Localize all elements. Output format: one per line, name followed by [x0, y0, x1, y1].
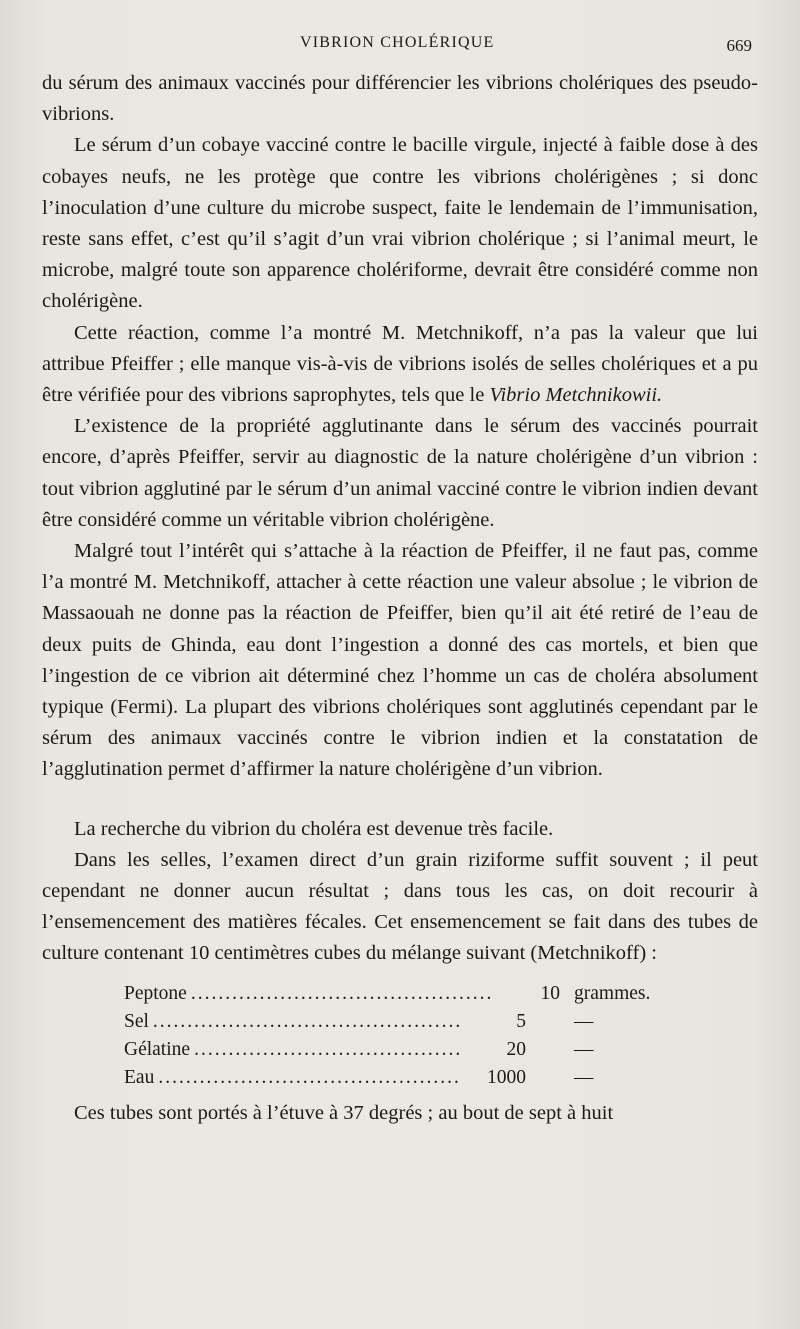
recipe-unit: —	[574, 1038, 594, 1060]
leader-dots	[153, 1008, 460, 1036]
paragraph-7: Dans les selles, l’examen direct d’un grain riziforme suffit souvent ; il peut cependant ne donner aucun résultat ; dans tous les cas, on doit recourir à l’ensemencement des matières fécales. Cet ensemencement se fait dans des tubes de culture contenant 10 centimètres cubes du mélange suivant (Metchnikoff) :	[42, 848, 758, 965]
running-title: VIBRION CHOLÉRIQUE	[300, 34, 495, 51]
recipe-unit: grammes.	[574, 982, 651, 1004]
paragraph-4: L’existence de la propriété agglutinante dans le sérum des vaccinés pourrait encore, d’après Pfeiffer, servir au diagnostic de la nature cholérigène d’un vibrion : tout vibrion agglutiné par le sérum d’un animal vacciné contre le vibrion indien devant être considéré comme un véritable vibrion cholérigène.	[42, 415, 758, 531]
body-text	[42, 68, 758, 1129]
paragraph-3	[42, 318, 758, 412]
recipe-table	[124, 980, 684, 1092]
recipe-row	[124, 980, 684, 1008]
paragraph-6: La recherche du vibrion du choléra est devenue très facile.	[74, 817, 554, 840]
recipe-quantity: 10	[540, 982, 560, 1004]
paragraph-1: du sérum des animaux vaccinés pour différencier les vibrions cholériques des pseudo-vibrions.	[42, 72, 758, 126]
page-number: 669	[726, 36, 752, 55]
recipe-quantity: 1000	[487, 1066, 526, 1088]
leader-dots	[191, 980, 494, 1008]
leader-dots	[158, 1064, 460, 1092]
recipe-quantity: 5	[516, 1010, 526, 1032]
recipe-row	[124, 1064, 684, 1092]
paragraph-3-text: Cette réaction, comme l’a montré M. Metchnikoff, n’a pas la valeur que lui attribue Pfeiffer ; elle manque vis-à-vis de vibrions isolés de selles cholériques et a pu être vérifiée pour des vibrions saprophytes, tels que le	[42, 321, 758, 407]
running-head	[0, 30, 800, 60]
recipe-ingredient: Peptone	[124, 982, 187, 1004]
recipe-row	[124, 1036, 684, 1064]
species-name-italic: Vibrio Metchnikowii.	[489, 384, 663, 407]
recipe-row	[124, 1008, 684, 1036]
paragraph-8: Ces tubes sont portés à l’étuve à 37 degrés ; au bout de sept à huit	[74, 1101, 614, 1124]
recipe-ingredient: Sel	[124, 1010, 149, 1032]
recipe-ingredient: Eau	[124, 1066, 155, 1088]
paragraph-5: Malgré tout l’intérêt qui s’attache à la réaction de Pfeiffer, il ne faut pas, comme l’a montré M. Metchnikoff, attacher à cette réaction une valeur absolue ; le vibrion de Massaouah ne donne pas la réaction de Pfeiffer, bien qu’il ait été retiré de l’eau de deux puits de Ghinda, eau dont l’ingestion a donné des cas mortels, et bien que l’ingestion de ce vibrion ait déterminé chez l’homme un cas de choléra absolument typique (Fermi). La plupart des vibrions cholériques sont agglutinés cependant par le sérum des animaux vaccinés contre le vibrion indien et la constatation de l’agglutination permet d’affirmer la nature cholérigène d’un vibrion.	[42, 540, 758, 781]
paragraph-2: Le sérum d’un cobaye vacciné contre le bacille virgule, injecté à faible dose à des cobayes neufs, ne les protège que contre les vibrions cholérigènes ; si donc l’inoculation d’une culture du microbe suspect, faite le lendemain de l’immunisation, reste sans effet, c’est qu’il s’agit d’un vrai vibrion cholérique ; si l’animal meurt, le microbe, malgré toute son apparence cholériforme, devrait être considéré comme non cholérigène.	[42, 134, 758, 313]
recipe-ingredient: Gélatine	[124, 1038, 191, 1060]
recipe-unit: —	[574, 1010, 594, 1032]
leader-dots	[194, 1036, 460, 1064]
recipe-unit: —	[574, 1066, 594, 1088]
recipe-quantity: 20	[506, 1038, 526, 1060]
